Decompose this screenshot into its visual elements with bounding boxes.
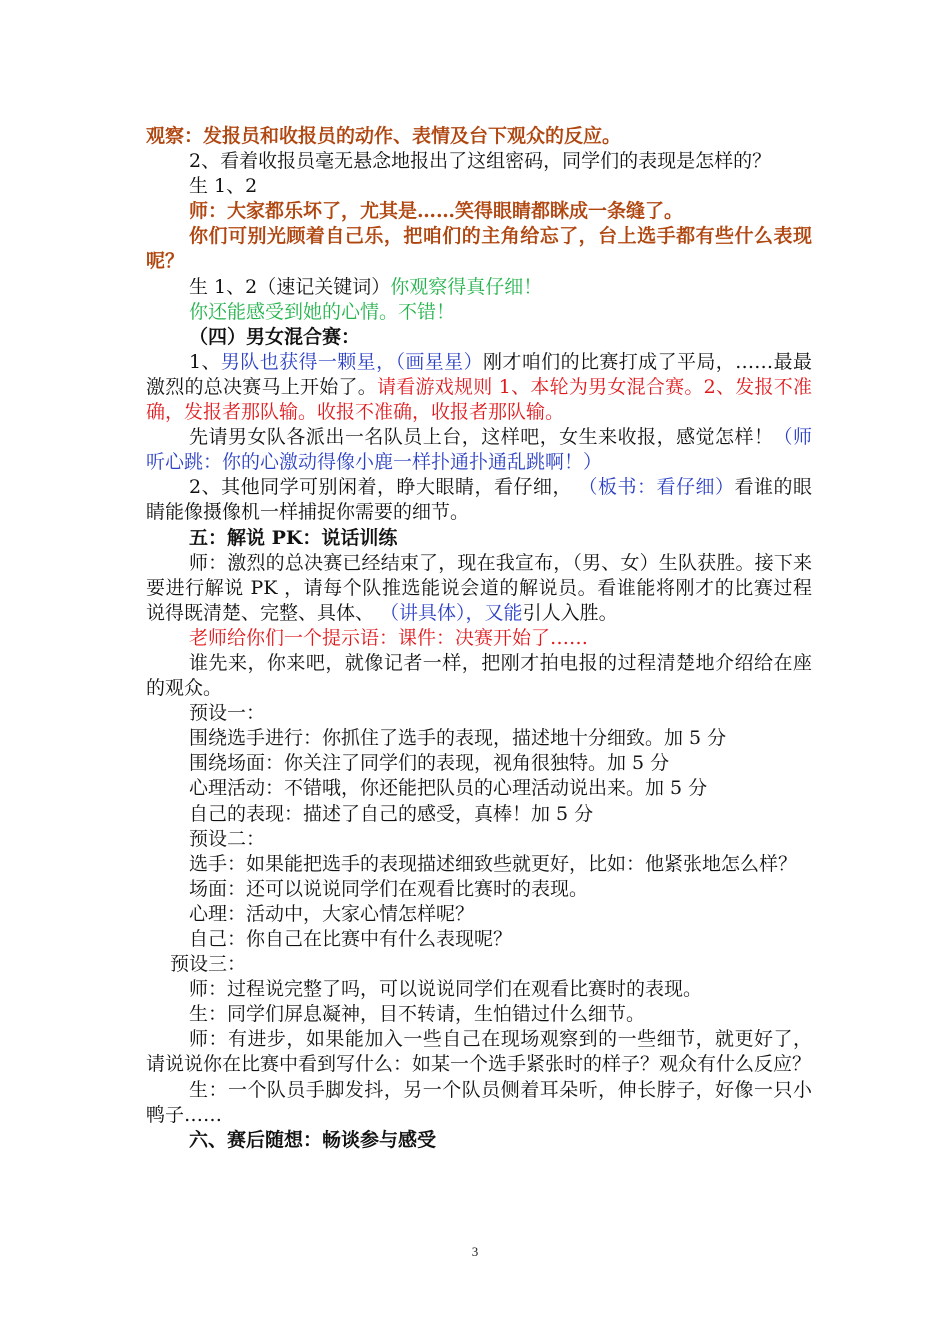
text-run: 刚才咱们的比赛打成了平局，……最最激烈的总决赛马上开始了。 [146,350,812,398]
paragraph [146,802,812,827]
text-run: 预设三： [170,953,247,976]
text-run: 师：激烈的总决赛已经结束了，现在我宣布，（男、女）生队获胜。接下来要进行解说 PK ，请每个队推选能说会道的解说员。看谁能将刚才的比赛过程说得既清楚、完整、具体、 [146,551,812,624]
paragraph [146,425,812,475]
text-run: 观察：发报员和收报员的动作、表情及台下观众的反应。 [146,125,622,147]
paragraph [146,149,812,174]
text-run: 心理活动：不错哦，你还能把队员的心理活动说出来。加 5 分 [189,777,708,800]
paragraph [146,174,812,199]
text-run: 引人入胜。 [522,601,618,624]
lesson-plan-body [146,124,812,1153]
text-run: 生：同学们屏息凝神，目不转请，生怕错过什么细节。 [189,1003,646,1026]
text-run: 2、看着收报员毫无悬念地报出了这组密码，同学们的表现是怎样的？ [189,150,772,173]
paragraph [146,224,812,274]
text-run: 你还能感受到她的心情。不错！ [189,300,456,323]
text-run: 预设二： [189,827,266,850]
page-number: 3 [471,1244,479,1259]
text-run: 选手：如果能把选手的表现描述细致些就更好，比如：他紧张地怎么样？ [189,852,798,875]
text-run: 自己的表现：描述了自己的感受，真棒！加 5 分 [189,802,594,825]
text-run: 自己：你自己在比赛中有什么表现呢？ [189,928,513,950]
text-run: （四）男女混合赛： [189,325,361,348]
paragraph [146,551,812,626]
text-run: 男队也获得一颗星，（画星星） [220,350,483,373]
paragraph [146,350,812,425]
text-run: 老师给你们一个提示语：课件：决赛开始了…… [189,626,589,649]
text-run: 师：过程说完整了吗，可以说说同学们在观看比赛时的表现。 [189,978,703,1001]
paragraph [146,927,812,952]
text-run: 2、其他同学可别闲着，睁大眼睛，看仔细， [189,476,572,499]
paragraph [146,651,812,701]
text-run: 师：大家都乐坏了，尤其是……笑得眼睛都眯成一条缝了。 [189,200,684,223]
paragraph [146,751,812,776]
paragraph [146,701,812,726]
text-run: 生 1、2（速记关键词） [189,275,391,298]
text-run: 看谁的眼睛能像摄像机一样捕捉你需要的细节。 [146,476,812,524]
text-run: 你们可别光顾着自己乐，把咱们的主角给忘了，台上选手都有些什么表现呢？ [146,225,812,273]
text-run: 六、赛后随想：畅谈参与感受 [189,1128,437,1151]
text-run: 谁先来，你来吧，就像记者一样，把刚才拍电报的过程清楚地介绍给在座的观众。 [146,651,812,700]
paragraph [146,877,812,902]
paragraph [146,726,812,751]
text-run: 预设一： [189,702,266,725]
text-run: （板书：看仔细） [572,476,735,499]
paragraph [146,124,812,149]
paragraph [146,626,812,651]
paragraph [146,827,812,852]
text-run: （师听心跳：你的心激动得像小鹿一样扑通扑通乱跳啊！） [146,426,812,474]
text-run: 1、 [189,350,221,373]
paragraph [146,977,812,1002]
paragraph [146,325,812,350]
text-run: 生：一个队员手脚发抖，另一个队员侧着耳朵听，伸长脖子，好像一只小鸭子…… [146,1078,812,1126]
paragraph [146,776,812,801]
paragraph [146,1027,812,1077]
paragraph [146,1002,812,1027]
text-run: 五：解说 PK：说话训练 [189,526,398,549]
text-run: 场面：还可以说说同学们在观看比赛时的表现。 [189,877,589,900]
paragraph [146,852,812,877]
text-run: 围绕选手进行：你抓住了选手的表现，描述地十分细致。加 5 分 [189,727,727,750]
text-run: 心理：活动中，大家心情怎样呢？ [189,902,475,925]
text-run: （讲具体），又能 [374,601,523,624]
text-run: 生 1、2 [189,175,258,198]
paragraph [146,199,812,224]
paragraph [146,952,812,977]
text-run: 请看游戏规则 1、本轮为男女混合赛。2、发报不准确，发报者那队输。收报不准确，收报者那队输。 [146,375,812,424]
paragraph [146,1078,812,1128]
text-run: 师：有进步，如果能加入一些自己在现场观察到的一些细节，就更好了，请说说你在比赛中看到写什么：如某一个选手紧张时的样子？观众有什么反应？ [146,1028,812,1076]
paragraph [146,526,812,551]
paragraph [146,902,812,927]
paragraph [146,275,812,300]
text-run: 先请男女队各派出一名队员上台，这样吧，女生来收报，感觉怎样！ [189,426,774,449]
paragraph [146,475,812,525]
text-run: 围绕场面：你关注了同学们的表现，视角很独特。加 5 分 [189,752,670,775]
text-run: 你观察得真仔细！ [390,275,543,298]
paragraph [146,300,812,325]
paragraph [146,1128,812,1153]
